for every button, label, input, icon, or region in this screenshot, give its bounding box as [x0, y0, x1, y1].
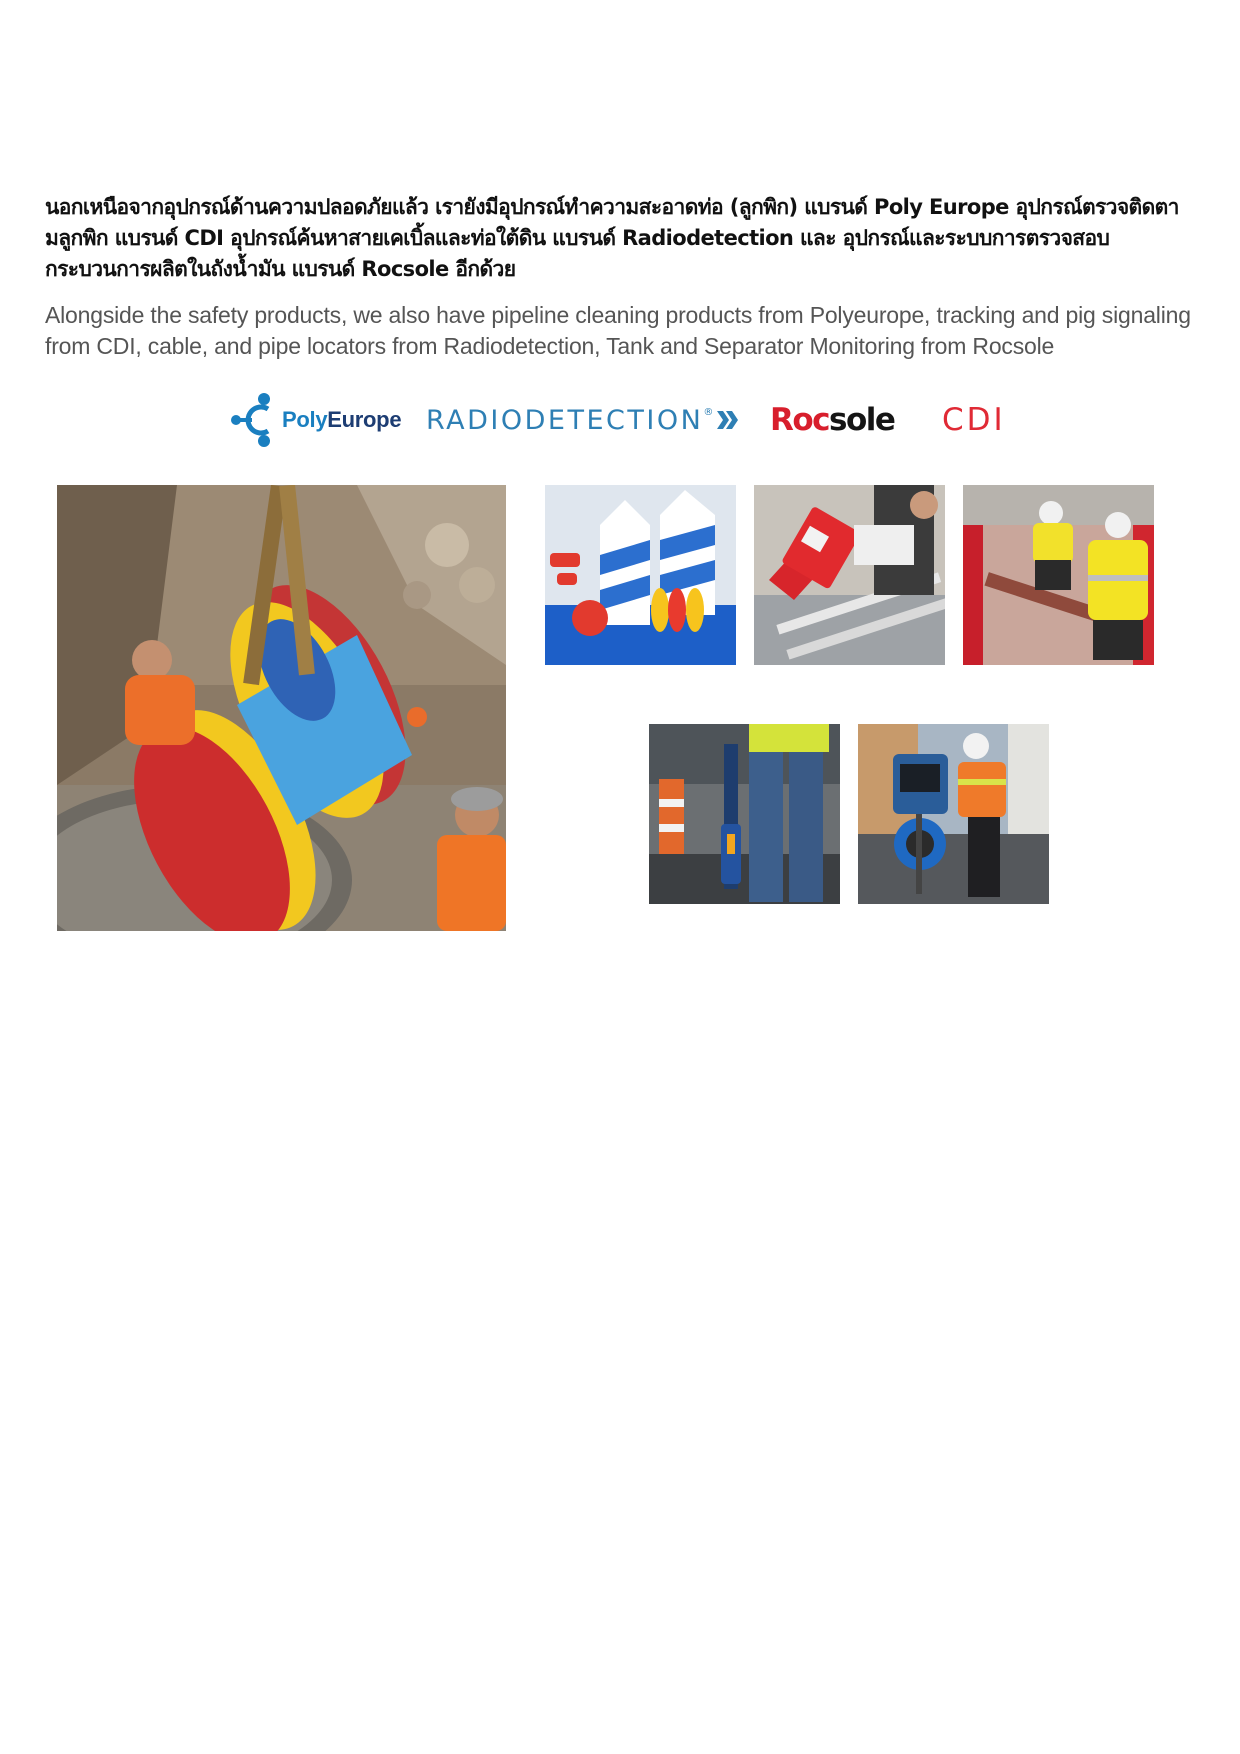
cleaning-pigs-photo — [545, 485, 736, 665]
brand-logo-row — [230, 388, 1020, 452]
intro-english-paragraph: Alongside the safety products, we also have pipeline cleaning products from Polyeurope, tracking and pig signaling from CDI, cable, and pipe locators from Radiodetection, Tank and Separator Monitoring from Rocsole — [45, 302, 1191, 359]
rocsole-logo-text-a: Roc — [770, 402, 830, 438]
polyeurope-logo — [230, 388, 410, 452]
polyeurope-logo-text-a: Poly — [282, 407, 328, 432]
cdi-logo-text: CDI — [942, 402, 1006, 438]
rocsole-logo-text-b: sole — [829, 402, 895, 438]
polyeurope-logo-text-b: Europe — [327, 407, 402, 432]
pipe-inspection-camera-photo — [858, 724, 1049, 904]
intro-thai-paragraph: นอกเหนือจากอุปกรณ์ด้านความปลอดภัยแล้ว เรายังมีอุปกรณ์ทำความสะอาดท่อ (ลูกพิก) แบรนด์ Poly Europe อุปกรณ์ตรวจติดตามลูกพิก แบรนด์ CDI อุปกรณ์ค้นหาสายเคเบิ้ลและท่อใต้ดิน แบรนด์ Radiodetection และ อุปกรณ์และระบบการตรวจสอบกระบวนการผลิตในถังน้ำมัน แบรนด์ Rocsole อีกด้วย — [45, 195, 1179, 281]
pipeline-pig-installation-photo — [57, 485, 506, 931]
pig-tracker-photo — [754, 485, 945, 665]
radiodetection-logo-text: RADIODETECTION — [426, 404, 704, 436]
radiodetection-logo — [426, 388, 746, 452]
cdi-logo — [942, 388, 1022, 452]
registered-mark: ® — [703, 406, 714, 418]
polyeurope-molecule-icon — [230, 391, 276, 449]
tank-monitoring-workers-photo — [963, 485, 1154, 665]
cable-locator-photo — [649, 724, 840, 904]
rocsole-logo — [770, 388, 925, 452]
radiodetection-arrows-icon — [715, 409, 739, 431]
